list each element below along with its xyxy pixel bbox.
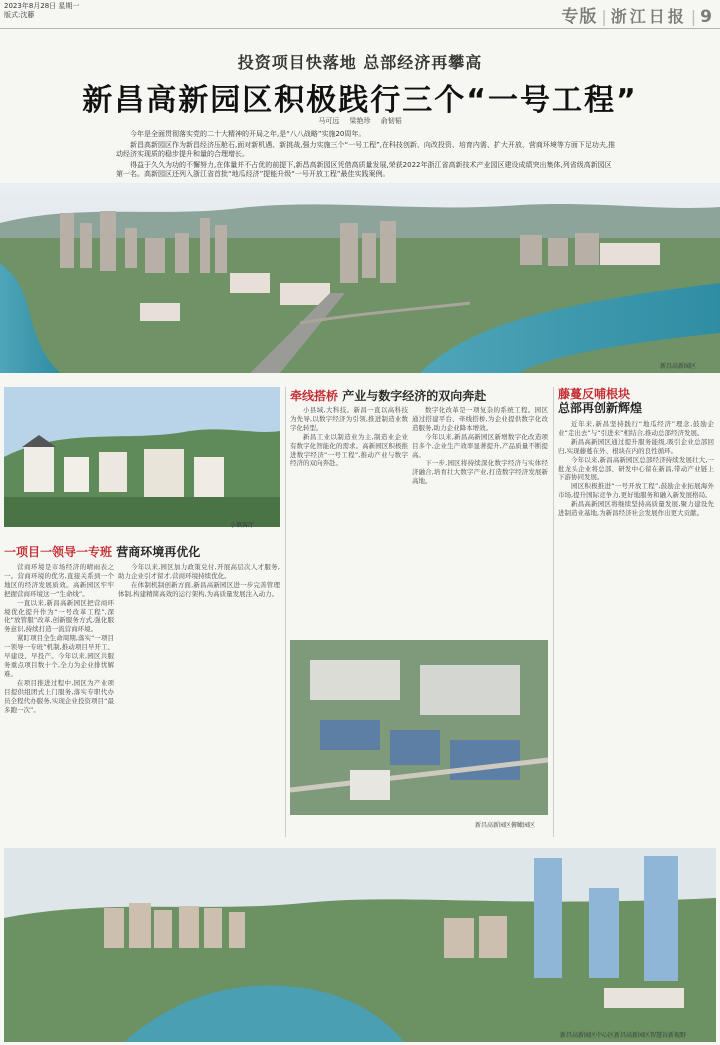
hero-illustration bbox=[0, 183, 720, 373]
right-title-rest: 总部再创新辉煌 bbox=[558, 401, 643, 415]
left-section-title bbox=[4, 543, 200, 560]
headline-title: 新昌高新园区积极践行三个“一号工程” bbox=[82, 83, 638, 118]
body-paragraph: 园区积极推进“一号开放工程”,鼓励企业拓展海外市场,提升国际竞争力,更好地服务和融入新发展格局。 bbox=[558, 482, 714, 500]
left-title-lead: 一项目一领导一专班 bbox=[4, 545, 113, 559]
hero-caption: 新昌高新园区 bbox=[660, 363, 697, 370]
town-caption: 小镇客厅 bbox=[230, 522, 255, 529]
edition-line: 版式:沈藤 bbox=[4, 11, 35, 19]
headline-subtitle: 投资项目快落地 总部经济再攀高 bbox=[237, 53, 483, 72]
bottom-illustration bbox=[4, 848, 716, 1042]
town-photo bbox=[4, 387, 280, 527]
date-line: 2023年8月28日 星期一 bbox=[4, 2, 80, 10]
middle-title-lead: 牵线搭桥 bbox=[290, 389, 339, 403]
masthead-separator: | bbox=[601, 7, 607, 26]
middle-column-2 bbox=[412, 406, 548, 596]
bottom-caption: 新昌高新园区中心区新昌高新园区智慧谷新视野 bbox=[560, 1032, 687, 1039]
body-paragraph: 在体制机制创新方面,新昌高新园区进一步完善管理体制,构建精简高效的运行架构,为高质量发展注入动力。 bbox=[118, 580, 280, 598]
left-title-rest: 营商环境再优化 bbox=[116, 545, 201, 559]
body-paragraph: 一直以来,新昌高新园区把营商环境优化提升作为“一号改革工程”,深化“放管服”改革,创新服务方式,强化服务意识,持续打造一流营商环境。 bbox=[4, 598, 114, 634]
page-number: 9 bbox=[700, 7, 712, 27]
masthead bbox=[561, 2, 712, 27]
body-paragraph: 今年以来,新昌高新园区总部经济持续发展壮大,一批龙头企业将总部、研发中心留在新昌,带动产业链上下游协同发展。 bbox=[558, 455, 714, 482]
aerial-photo bbox=[290, 640, 548, 815]
body-paragraph: 今年以来,园区加力政策兑付,开展高层次人才服务,助力企业引才留才,营商环境持续优化。 bbox=[118, 563, 280, 580]
body-paragraph: 今年以来,新昌高新园区新增数字化改造项目多个,企业生产效率显著提升,产品质量不断提高。 bbox=[412, 432, 548, 459]
body-paragraph: 下一步,园区将持续深化数字经济与实体经济融合,培育壮大数字产业,打造数字经济发展新高地。 bbox=[412, 459, 548, 486]
right-title-lead: 藤蔓反哺根块 bbox=[558, 387, 631, 401]
body-paragraph: 新昌高新园区将继续坚持高质量发展,聚力建设先进制造业基地,为新昌经济社会发展作出更大贡献。 bbox=[558, 500, 714, 518]
aerial-illustration bbox=[290, 640, 548, 815]
masthead-separator-2: | bbox=[690, 7, 697, 26]
body-paragraph: 近年来,新昌坚持践行“地瓜经济”理念,鼓励企业“走出去”与“引进来”相结合,推动总部经济发展。 bbox=[558, 420, 714, 437]
left-column-2 bbox=[118, 563, 280, 708]
lead-paragraphs bbox=[116, 130, 616, 181]
body-paragraph: 紧盯项目全生命周期,落实“一项目一领导一专班”机制,推动项目早开工、早建设、早投产。今年以来,园区共服务重点项目数十个,全力为企业排忧解难。 bbox=[4, 634, 114, 678]
right-section-title bbox=[558, 387, 642, 415]
bylines: 马可远 梁艳珍 俞韧韬 bbox=[318, 117, 402, 125]
aerial-caption: 新昌高新园区俯瞰园区 bbox=[475, 822, 536, 829]
body-paragraph: 在项目推进过程中,园区为产业项目提供组团式上门服务,落实专职代办员全程代办服务,实现企业投资项目“最多跑一次”。 bbox=[4, 678, 114, 714]
body-paragraph: 新昌高新园区通过提升服务能级,吸引企业总部回归,实现藤蔓在外、根块在内的良性循环。 bbox=[558, 437, 714, 455]
body-paragraph: 新昌工业以制造业为主,制造业企业有数字化智能化的需求。高新园区积极推进数字经济“一号工程”,推动产业与数字经济的双向奔赴。 bbox=[290, 432, 408, 468]
body-paragraph: 数字化改革是一项复杂的系统工程。园区通过搭建平台、牵线搭桥,为企业提供数字化改造服务,助力企业降本增效。 bbox=[412, 406, 548, 432]
town-illustration bbox=[4, 387, 280, 527]
body-paragraph: 营商环境是市场经济的晴雨表之一。营商环境的优劣,直接关系到一个地区的经济发展质效。高新园区牢牢把握营商环境这一“生命线”。 bbox=[4, 563, 114, 598]
lead-paragraph: 新昌高新园区作为新昌经济压舱石,面对新机遇、新挑战,强力实施三个“一号工程”,在科技创新、向改投资、培育内需、扩大开放、营商环境等方面下足功夫,推动经济实现质的稳步提升和量的合理增长。 bbox=[116, 140, 616, 158]
right-column bbox=[558, 420, 714, 845]
column-name: 专版 bbox=[561, 7, 598, 27]
column-divider bbox=[285, 387, 286, 837]
middle-section-title bbox=[290, 387, 486, 404]
lead-paragraph: 得益于久久为功的不懈努力,在体量并不占优的前提下,新昌高新园区凭借高质量发展,荣获2022年浙江省高新技术产业园区建设成绩突出集体,列省级高新园区第一名。高新园区还列入浙江省首批“地瓜经济”提能升级“一号开放工程”最佳实践案例。 bbox=[116, 160, 612, 178]
newspaper-name: 浙江日报 bbox=[610, 7, 687, 26]
header-rule bbox=[0, 28, 720, 29]
column-divider bbox=[553, 387, 554, 837]
hero-photo bbox=[0, 183, 720, 373]
body-paragraph: 小县域,大科技。新昌一直以高科技为先导,以数字经济为引领,推进制造业数字化转型。 bbox=[290, 406, 408, 432]
lead-paragraph: 今年是全面贯彻落实党的二十大精神的开局之年,是“八八战略”实施20周年。 bbox=[130, 130, 366, 138]
middle-title-rest: 产业与数字经济的双向奔赴 bbox=[342, 389, 487, 403]
bottom-photo bbox=[4, 848, 716, 1042]
header-date bbox=[4, 2, 79, 20]
middle-column-1 bbox=[290, 406, 408, 596]
